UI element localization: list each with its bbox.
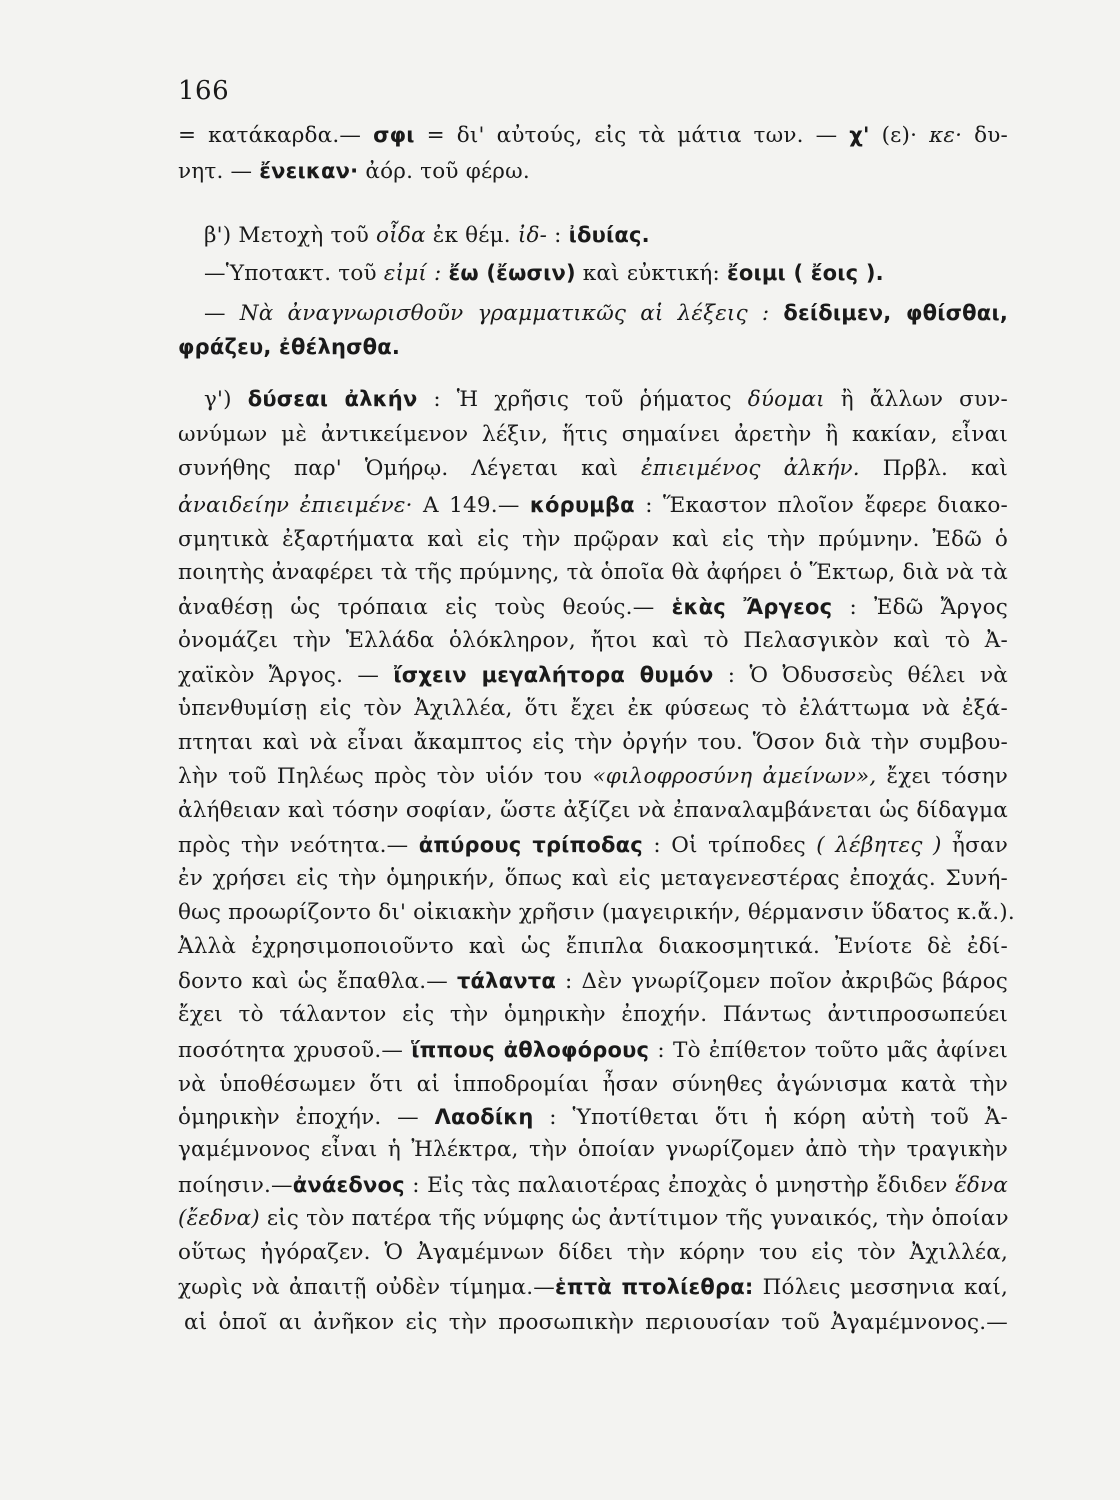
page-number: 166 [178,76,230,106]
body-text: ὑπενθυμίσῃ εἰς τὸν Ἀχιλλέα, ὅτι ἔχει ἐκ φύσεως τὸ ἐλάττωμα νὰ ἐξά- [178,696,1008,721]
body-text: Πρβλ. καὶ [859,456,1008,481]
body-text: νητ. — [178,159,260,184]
italic-text: κε· [929,123,963,148]
lemma-term: ἑπτὰ πτολίεθρα: [555,1275,754,1299]
italic-text: ( λέβητες ) [816,833,942,858]
lemma-term: Λαοδίκη [434,1105,534,1129]
body-text: σμητικὰ ἐξαρτήματα καὶ εἰς τὴν πρῷραν καὶ εἰς τὴν πρύμνην. Ἐδῶ ὁ [178,527,1008,552]
body-text: πρὸς τὴν νεότητα.— [178,833,419,858]
italic-text: «φιλοφροσύνη ἀμείνων», [592,764,877,789]
text-line [178,760,1008,794]
body-text: ἀλήθειαν καὶ τόσην σοφίαν, ὥστε ἀξίζει νὰ ἐπαναλαμβάνεται ὡς δίδαγμα [178,798,1008,823]
italic-text: Νὰ ἀναγνωρισθοῦν γραμματικῶς αἱ λέξεις : [239,301,770,326]
body-text: δυ- [962,123,1008,148]
body-text: πτηται καὶ νὰ εἶναι ἄκαμπτος εἰς τὴν ὀργήν του. Ὅσον διὰ τὴν συμβου- [178,730,1008,755]
text-line [178,154,1008,189]
italic-text: ἐπιειμένος ἀλκήν. [641,456,860,481]
italic-text: οἶδα [376,223,426,248]
lemma-term: ἔνεικαν· [259,159,359,183]
body-text: λὴν τοῦ Πηλέως πρὸς τὸν υἱόν του [178,764,593,789]
text-line [178,1133,1008,1167]
body-text: θως προωρίζοντο δι' οἰκιακὴν χρῆσιν (μαγειρικήν, θέρμανσιν ὕδατος κ.ἄ.). [178,900,1015,925]
text-line [178,1100,1008,1135]
body-text: : Δὲν γνωρίζομεν ποῖον ἀκριβῶς βάρος [556,969,1009,994]
text-line [178,930,1008,964]
text-line [178,658,1008,693]
body-text: νὰ ὑποθέσωμεν ὅτι αἱ ἱπποδρομίαι ἦσαν σύνηθες ἀγώνισμα κατὰ τὴν [178,1072,1008,1097]
body-text: χωρὶς νὰ ἀπαιτῇ οὐδὲν τίμημα.— [178,1275,555,1300]
body-text: : Ὑποτίθεται ὅτι ἡ κόρη αὐτὴ τοῦ Ἀ- [533,1105,1008,1130]
lemma-term: σφι [373,123,415,147]
body-text: ποίησιν.— [178,1173,293,1198]
body-text: ἀόρ. τοῦ φέρω. [358,159,530,184]
body-text: — [204,301,240,326]
text-line [178,452,1008,486]
body-text: = δι' αὐτούς, εἰς τὰ μάτια των. — [414,123,850,148]
body-text: ἐκ θέμ. [425,223,518,248]
text-line [178,330,1008,365]
text-line [178,556,1008,590]
text-line [178,1202,1008,1236]
body-text: ἦσαν [941,833,1008,858]
italic-text: (ἔεδνα) [178,1206,260,1231]
lemma-term: ἀπύρους τρίποδας [418,833,643,857]
lemma-term: ἔοιμι ( ἔοις ). [727,261,884,285]
body-text: ποιητὴς ἀναφέρει τὰ τῆς πρύμνης, τὰ ὁποῖα θὰ ἀφήρει ὁ Ἕκτωρ, διὰ νὰ τὰ [178,560,1008,585]
body-text: β') Μετοχὴ τοῦ [204,223,377,248]
body-text: ἢ ἄλλων συν- [824,387,1008,412]
text-line [204,296,1008,331]
body-text: αἱ ὁποῖ αι ἀνῆκον εἰς τὴν προσωπικὴν περιουσίαν τοῦ Ἀγαμέμνονος.— [184,1310,1008,1335]
body-text: Α 149.— [412,493,530,518]
lemma-term: δύσεαι ἀλκήν [247,387,418,411]
lemma-term: ἰδυίας. [568,223,650,247]
body-text: : Ἡ χρῆσις τοῦ ῥήματος [417,387,748,412]
lemma-term: δείδιμεν, φθίσθαι, [783,301,1008,325]
text-line [178,896,1015,930]
body-text: Πόλεις μεσσηνια καί, [753,1275,1009,1300]
body-text: χαϊκὸν Ἄργος. — [178,663,394,688]
text-line [178,692,1008,726]
italic-text: εἰμί : [383,261,442,286]
text-line [178,118,1008,153]
body-text: : Εἰς τὰς παλαιοτέρας ἐποχὰς ὁ μνηστὴρ ἔδιδεν [404,1173,956,1198]
body-text: Ἀλλὰ ἐχρησιμοποιοῦντο καὶ ὡς ἔπιπλα διακοσμητικά. Ἐνίοτε δὲ ἐδί- [178,934,1008,959]
body-text: οὕτως ἠγόραζεν. Ὁ Ἀγαμέμνων δίδει τὴν κόρην του εἰς τὸν Ἀχιλλέα, [178,1240,1008,1265]
text-line [204,256,1008,291]
text-line [178,726,1008,760]
body-text: ὁμηρικὴν ἐποχήν. — [178,1105,435,1130]
body-text: καὶ εὐκτική: [575,261,727,286]
text-line [178,1068,1008,1102]
lemma-term: χ' [849,123,870,147]
body-text: ἀναθέσῃ ὡς τρόπαια εἰς τοὺς θεούς.— [178,595,672,620]
text-line [178,488,1008,523]
body-text: γ') [204,387,248,412]
body-text: (ε)· [869,123,930,148]
lemma-term: ἴσχειν μεγαλήτορα θυμόν [393,663,714,687]
text-line [178,590,1008,625]
body-text: ἔχει τὸ τάλαντον εἰς τὴν ὁμηρικὴν ἐποχήν. Πάντως ἀντιπροσωπεύει [178,1002,1008,1027]
body-text: : Οἱ τρίποδες [642,833,817,858]
lemma-term: ἑκὰς Ἄργεος [671,595,833,619]
body-text: δοντο καὶ ὡς ἔπαθλα.— [178,969,457,994]
text-line [204,382,1008,417]
body-text: = κατάκαρδα.— [178,123,374,148]
lemma-term: ἔω (ἔωσιν) [448,261,576,285]
text-line [178,1033,1008,1068]
body-text: : Ἐδῶ Ἄργος [832,595,1008,620]
text-line [178,828,1008,863]
lemma-term: ἵππους ἀθλοφόρους [411,1038,650,1062]
body-text: : Τὸ ἐπίθετον τοῦτο μᾶς ἀφίνει [649,1038,1008,1063]
body-text [769,301,783,326]
lemma-term: κόρυμβα [529,493,635,517]
body-text: —Ὑποτακτ. τοῦ [204,261,384,286]
body-text: : Ὁ Ὀδυσσεὺς θέλει νὰ [713,663,1008,688]
text-line [178,794,1008,828]
text-line [178,964,1008,999]
text-line [178,1168,1008,1203]
text-line [178,624,1008,658]
lemma-term: φράζευ, ἐθέλησθα. [178,335,401,359]
body-text: : [547,223,569,248]
text-line [178,1270,1008,1305]
italic-text: ἀναιδείην ἐπιειμένε· [178,493,413,518]
text-line [178,862,1008,896]
italic-text: δύομαι [747,387,825,412]
body-text: ωνύμων μὲ ἀντικείμενον λέξιν, ἥτις σημαίνει ἀρετὴν ἢ κακίαν, εἶναι [178,422,1008,447]
body-text: συνήθης παρ' Ὁμήρῳ. Λέγεται καὶ [178,456,642,481]
body-text: : Ἕκαστον πλοῖον ἔφερε διακο- [634,493,1008,518]
body-text [441,261,448,286]
text-line [184,1306,1008,1340]
body-text: γαμέμνονος εἶναι ἡ Ἠλέκτρα, τὴν ὁποίαν γνωρίζομεν ἀπὸ τὴν τραγικὴν [178,1137,1008,1162]
body-text: εἰς τὸν πατέρα τῆς νύμφης ὡς ἀντίτιμον τῆς γυναικός, τὴν ὁποίαν [259,1206,1009,1231]
body-text: ὀνομάζει τὴν Ἑλλάδα ὁλόκληρον, ἤτοι καὶ τὸ Πελασγικὸν καὶ τὸ Ἀ- [178,628,1008,653]
italic-text: ἰδ- [517,223,548,248]
text-line [178,523,1008,557]
text-line [178,418,1008,452]
lemma-term: τάλαντα [456,969,557,993]
text-line [178,998,1008,1032]
body-text: ποσότητα χρυσοῦ.— [178,1038,412,1063]
lemma-term: ἀνάεδνος [292,1173,405,1197]
italic-text: ἕδνα [955,1173,1008,1198]
text-line [178,1236,1008,1270]
body-text: ἐν χρήσει εἰς τὴν ὁμηρικήν, ὅπως καὶ εἰς μεταγενεστέρας ἐποχάς. Συνή- [178,866,1008,891]
text-line [204,218,1008,253]
body-text: ἔχει τόσην [876,764,1009,789]
